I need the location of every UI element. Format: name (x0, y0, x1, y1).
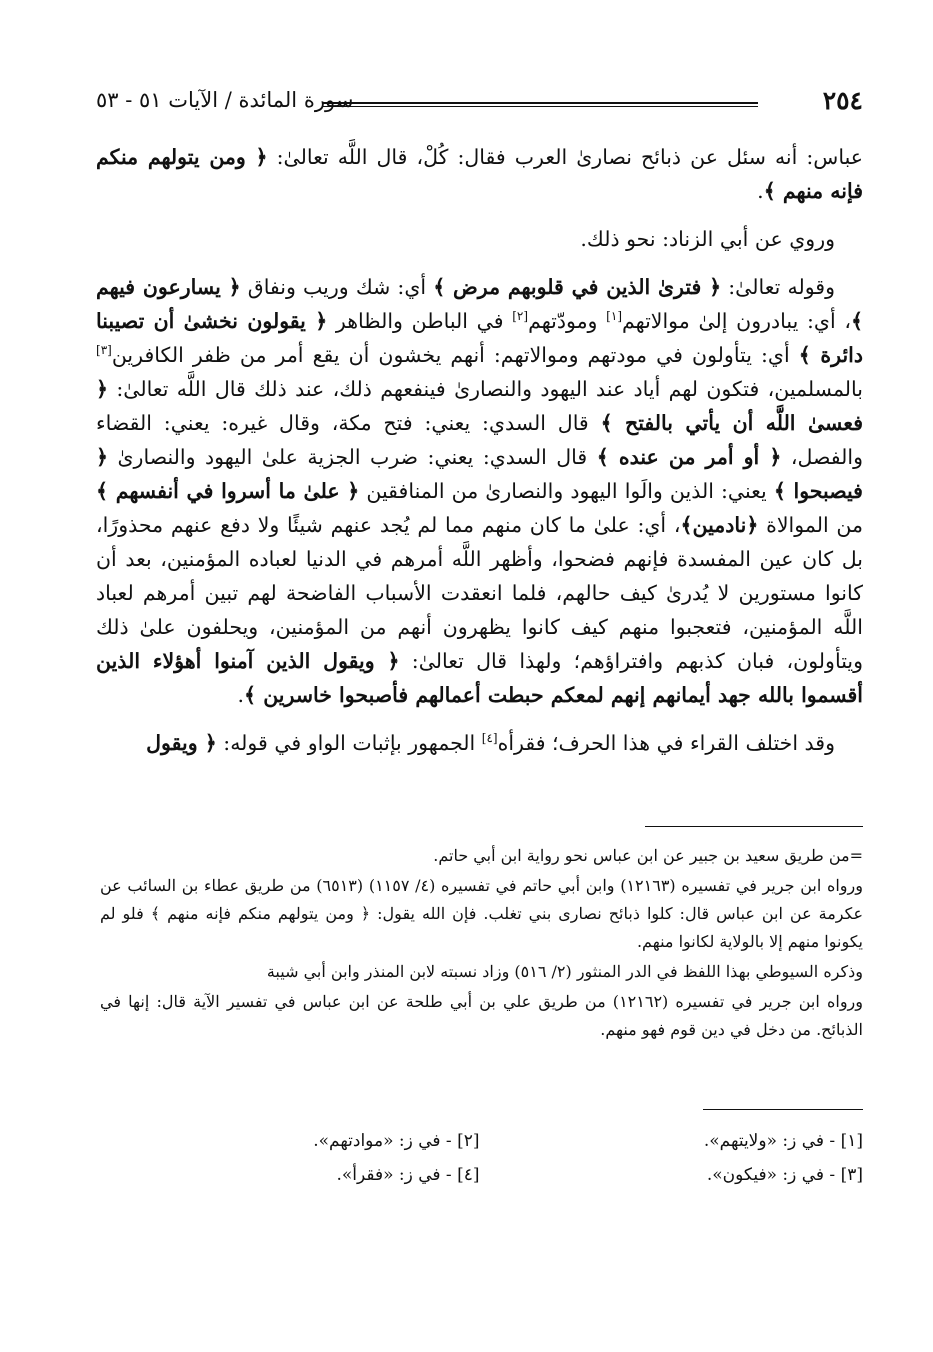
footnote-ref[interactable]: [٤] (481, 731, 498, 746)
text-run: أي: يتأولون في مودتهم وموالاتهم: أنهم يخشون أن يقع أمر من ظفر الكافرين (111, 343, 799, 367)
footnote-number: [٤] (457, 1165, 480, 1185)
text-run: في الباطن والظاهر (327, 309, 513, 333)
note-line: وذكره السيوطي بهذا اللفظ في الدر المنثور (٢/ ٥١٦) وزاد نسبته لابن المنذر وابن أبي شيبة (266, 962, 863, 981)
text-run: وقد اختلف القراء في هذا الحرف؛ فقرأه (497, 731, 835, 755)
footnote-row (96, 1158, 863, 1192)
paragraph-1 (96, 140, 863, 208)
text-run: . (757, 179, 764, 203)
quran-quote: ﴿ يسارعون فيهم ﴾ (96, 275, 863, 333)
footnote-ref[interactable]: [٣] (96, 343, 112, 358)
footnote-item (96, 1124, 480, 1158)
quran-quote: ﴿ ويقول (146, 731, 217, 755)
running-title: سورة المائدة / الآيات ٥١ - ٥٣ (96, 88, 354, 112)
text-run: أي: شك وريب ونفاق (240, 275, 434, 299)
text-run: وقوله تعالىٰ: (721, 275, 835, 299)
footnote-ref[interactable]: [١] (606, 309, 622, 324)
footnote-variants (96, 1124, 863, 1192)
notes-divider (645, 826, 863, 827)
header-rule (323, 102, 758, 107)
footnote-number: [١] (840, 1131, 863, 1151)
footnote-text: - في ز: «فيكون». (706, 1165, 836, 1185)
note-line: =من طريق سعيد بن جبير عن ابن عباس نحو رواية ابن أبي حاتم. (433, 846, 863, 865)
page-number: ٢٥٤ (822, 86, 863, 115)
page-header (96, 86, 863, 120)
text-run: ، أي: يبادرون إلىٰ موالاتهم (622, 309, 851, 333)
text-run: قال السدي: يعني: فتح مكة، وقال غيره: يعني: القضاء والفصل، (96, 411, 863, 469)
quran-quote: ﴿ أو أمر من عنده ﴾ (596, 445, 782, 469)
text-run: ، أي: علىٰ ما كان منهم مما لم يُجد عنهم شيئًا ولا دفع عنهم محذورًا، بل كان عين المفسدة فإنهم فضحوا، وأظهر اللَّه أمرهم في الدنيا لعباده المؤمنين، بعد أن كانوا مستورين لا يُدرىٰ كيف حالهم، فلما انعقدت الأسباب الفاضحة لهم تبين أمرهم لعباد اللَّه المؤمنين، فتعجبوا منهم كيف كانوا يظهرون أنهم من المؤمنين، ويحلفون علىٰ ذلك ويتأولون، فبان كذبهم وافتراؤهم؛ ولهذا قال تعالىٰ: (96, 513, 863, 673)
text-run: بالمسلمين، فتكون لهم أياد عند اليهود والنصارىٰ فينفعهم ذلك، عند ذلك قال اللَّه تعالىٰ: (108, 377, 863, 401)
text-run: الجمهور بإثبات الواو في قوله: (216, 731, 482, 755)
paragraph-4 (96, 726, 863, 760)
footnote-item (480, 1124, 864, 1158)
paragraph-3 (96, 270, 863, 712)
footnote-text: - في ز: «ولايتهم». (703, 1131, 836, 1151)
footnote-ref[interactable]: [٢] (512, 309, 529, 324)
footnote-row (96, 1124, 863, 1158)
quran-quote: ﴿ علىٰ ما أسروا في أنفسهم ﴾ (96, 479, 360, 503)
quran-quote: ﴿ فعسىٰ اللَّه أن يأتي بالفتح ﴾ (96, 377, 864, 435)
text-run: يعني: الذين والَوا اليهود والنصارىٰ من المنافقين (359, 479, 774, 503)
text-run: عباس: أنه سئل عن ذبائح نصارىٰ العرب فقال: كُلْ، قال اللَّه تعالىٰ: (267, 145, 863, 169)
footnote-text: - في ز: «موادتهم». (313, 1131, 452, 1151)
footnote-item (480, 1158, 864, 1192)
text-run: . (237, 683, 245, 707)
text-run: قال السدي: يعني: ضرب الجزية علىٰ اليهود والنصارىٰ (108, 445, 597, 469)
refs-divider (703, 1109, 863, 1110)
quran-quote: ﴿ فيصبحوا ﴾ (96, 445, 863, 503)
note-line: ورواه ابن جرير في تفسيره (١٢١٦٢) من طريق علي بن أبي طلحة عن ابن عباس في تفسير الآية قال: إنها في الذبائح. من دخل في دين قوم فهو منهم. (100, 992, 863, 1039)
footnote-item (96, 1158, 480, 1192)
quran-quote: ﴿ فترىٰ الذين في قلوبهم مرض ﴾ (433, 275, 722, 299)
footnote-number: [٢] (457, 1131, 480, 1151)
footnote-number: [٣] (840, 1165, 863, 1185)
quran-quote: ﴿ ومن يتولهم منكم فإنه منهم ﴾ (96, 145, 863, 203)
quran-quote: ﴿ يقولون نخشىٰ أن تصيبنا دائرة ﴾ (96, 309, 863, 367)
note-line: ورواه ابن جرير في تفسيره (١٢١٦٣) وابن أبي حاتم في تفسيره (٤/ ١١٥٧) (٦٥١٣) من طريق عطاء بن السائب عن عكرمة عن ابن عباس قال: كلوا ذبائح نصارى بني تغلب. فإن الله يقول: ﴿ ومن يتولهم منكم فإنه منهم ﴾ فلو لم يكونوا منهم إلا بالولاية لكانوا منهم. (100, 876, 863, 951)
quran-quote: ﴿نادمين﴾ (680, 513, 759, 537)
paragraph-2: وروي عن أبي الزناد: نحو ذلك. (580, 227, 835, 251)
commentary-notes (100, 842, 863, 1046)
text-run: ومودّتهم (528, 309, 607, 333)
quran-quote: ﴿ ويقول الذين آمنوا أهؤلاء الذين أقسموا بالله جهد أيمانهم إنهم لمعكم حبطت أعمالهم فأصبحوا خاسرين ﴾ (96, 649, 863, 707)
main-text (96, 140, 863, 774)
footnote-text: - في ز: «فقرأ». (336, 1165, 452, 1185)
text-run: من الموالاة (758, 513, 863, 537)
